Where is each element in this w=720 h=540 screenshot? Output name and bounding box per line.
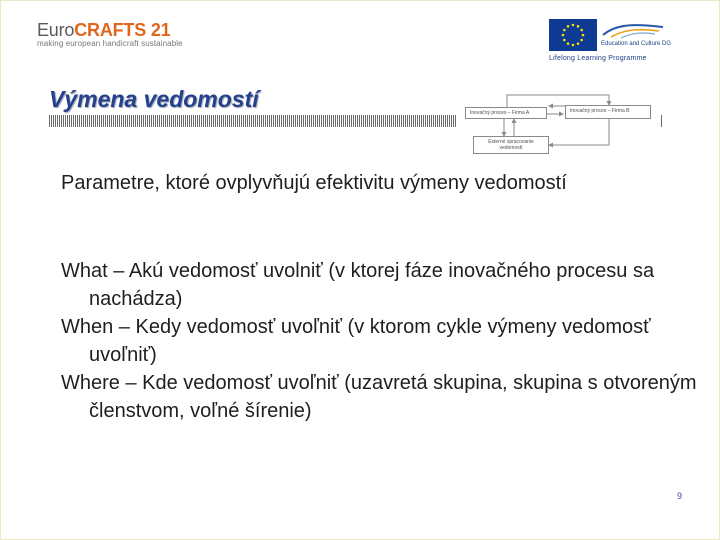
page-number: 9: [677, 491, 683, 501]
eu-dg-tagline: Education and Culture DG: [601, 41, 672, 47]
list-item-when: When – Kedy vedomosť uvoľniť (v ktorom cykle výmeny vedomosť uvoľniť): [61, 316, 651, 366]
title-rule-end-mark: [661, 115, 662, 127]
eu-star: [572, 44, 575, 47]
eu-flag-icon: [549, 19, 597, 51]
parameters-list: [61, 257, 701, 425]
eu-star: [580, 39, 583, 42]
eu-star: [577, 42, 580, 45]
lifelong-learning-swoosh-icon: [601, 21, 665, 39]
brand-euro: Euro: [37, 20, 75, 40]
eu-programme-label: Lifelong Learning Programme: [549, 55, 647, 62]
eu-star: [563, 29, 566, 32]
list-item-where: Where – Kde vedomosť uvoľniť (uzavretá skupina, skupina s otvoreným členstvom, voľné šírenie): [61, 372, 697, 422]
eu-star: [572, 24, 575, 27]
intro-paragraph: Parametre, ktoré ovplyvňujú efektivitu výmeny vedomostí: [61, 172, 567, 194]
diagram-box-firm-a: Inovačný proces – Firma A: [465, 107, 547, 119]
eu-star: [580, 29, 583, 32]
page-title: Výmena vedomostí: [49, 86, 259, 112]
eu-lifelong-learning-logo: [547, 17, 672, 65]
brand-crafts: CRAFTS 21: [74, 20, 171, 40]
eu-star: [577, 25, 580, 28]
eu-star: [563, 39, 566, 42]
eurocrafts-tagline: making european handicraft sustainable: [37, 39, 183, 48]
eu-star: [567, 25, 570, 28]
diagram-box-firm-b: Inovačný proces – Firma B: [565, 105, 651, 119]
intro-block: [61, 169, 701, 197]
eu-star: [582, 34, 585, 37]
title-underline-rule: [49, 115, 457, 127]
list-item-what: What – Akú vedomosť uvolniť (v ktorej fáze inovačného procesu sa nachádza): [61, 260, 655, 310]
diagram-box-external: Externé spracovanie vedomostí: [473, 136, 549, 154]
eurocrafts-wordmark: [37, 19, 217, 41]
eu-star: [562, 34, 565, 37]
knowledge-exchange-diagram: [459, 89, 659, 159]
eu-star: [567, 42, 570, 45]
eurocrafts-logo: [37, 19, 217, 53]
